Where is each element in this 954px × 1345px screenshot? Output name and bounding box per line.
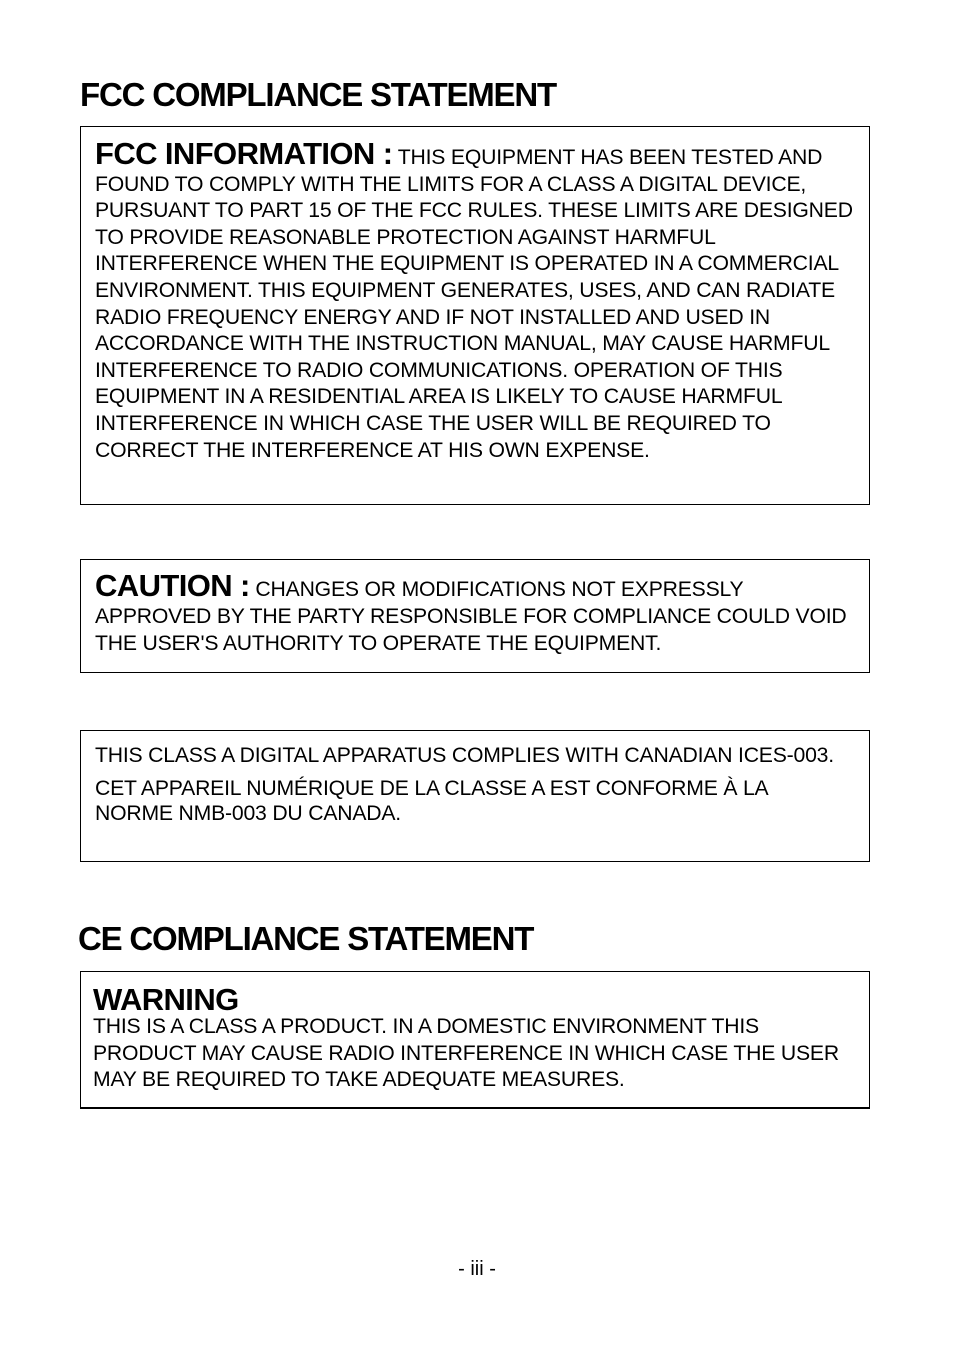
- caution-label: CAUTION :: [95, 568, 250, 603]
- warning-label: WARNING: [93, 982, 239, 1017]
- ce-compliance-heading: CE COMPLIANCE STATEMENT: [78, 920, 534, 957]
- fcc-information-box: [80, 126, 870, 505]
- fcc-information-text: THIS EQUIPMENT HAS BEEN TESTED AND FOUND TO COMPLY WITH THE LIMITS FOR A CLASS A DIGITAL DEVICE, PURSUANT TO PART 15 OF THE FCC RULES. THESE LIMITS ARE DESIGNED TO PROVIDE REASONABLE PROTECTION AGAINST HARMFUL INTERFERENCE WHEN THE EQUIPMENT IS OPERATED IN A COMMERCIAL ENVIRONMENT. THIS EQUIPMENT GENERATES, USES, AND CAN RADIATE RADIO FREQUENCY ENERGY AND IF NOT INSTALLED AND USED IN ACCORDANCE WITH THE INSTRUCTION MANUAL, MAY CAUSE HARMFUL INTERFERENCE TO RADIO COMMUNICATIONS. OPERATION OF THIS EQUIPMENT IN A RESIDENTIAL AREA IS LIKELY TO CAUSE HARMFUL INTERFERENCE IN WHICH CASE THE USER WILL BE REQUIRED TO CORRECT THE INTERFERENCE AT HIS OWN EXPENSE.: [95, 146, 853, 462]
- caution-paragraph: [95, 568, 863, 657]
- fcc-information-paragraph: [95, 136, 867, 464]
- caution-text: CHANGES OR MODIFICATIONS NOT EXPRESSLY APPROVED BY THE PARTY RESPONSIBLE FOR COMPLIANCE COULD VOID THE USER'S AUTHORITY TO OPERATE THE EQUIPMENT.: [95, 578, 847, 655]
- canada-french-text: CET APPAREIL NUMÉRIQUE DE LA CLASSE A EST CONFORME À LA NORME NMB-003 DU CANADA.: [95, 776, 768, 825]
- warning-box: [80, 971, 870, 1109]
- canada-english-text: THIS CLASS A DIGITAL APPARATUS COMPLIES WITH CANADIAN ICES-003.: [95, 744, 834, 767]
- fcc-compliance-heading: FCC COMPLIANCE STATEMENT: [80, 76, 556, 113]
- warning-text: THIS IS A CLASS A PRODUCT. IN A DOMESTIC ENVIRONMENT THIS PRODUCT MAY CAUSE RADIO INTERFERENCE IN WHICH CASE THE USER MAY BE REQUIRED TO TAKE ADEQUATE MEASURES.: [93, 1015, 839, 1091]
- caution-box: [80, 559, 870, 673]
- fcc-information-label: FCC INFORMATION :: [95, 136, 393, 171]
- page-number: - iii -: [458, 1258, 496, 1280]
- canada-compliance-box: [80, 730, 870, 862]
